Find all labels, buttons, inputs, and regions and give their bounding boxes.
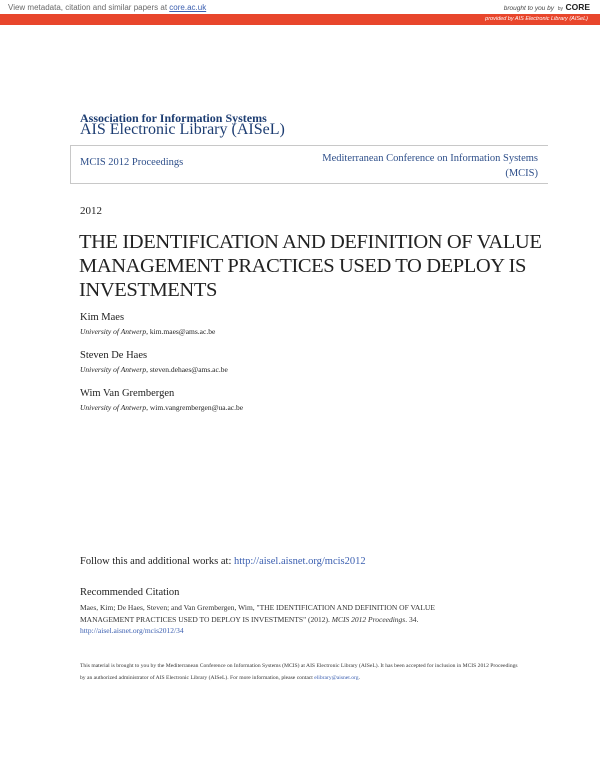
core-metadata-text: View metadata, citation and similar papers at [8, 3, 170, 12]
author-name: Steven De Haes [80, 350, 148, 361]
author-name: Kim Maes [80, 312, 125, 323]
provided-by-text[interactable]: provided by AIS Electronic Library (AISeL) [485, 16, 588, 22]
proceedings-link[interactable]: MCIS 2012 Proceedings [80, 157, 184, 168]
author-email: , steven.dehaes@ams.ac.be [146, 365, 228, 374]
core-logo-text: CORE [565, 2, 590, 12]
core-banner [0, 0, 600, 14]
brought-by-text: brought to you by [503, 5, 554, 12]
footer-text: This material is brought to you by the Mediterranean Conference on Information Systems (MCIS) at AIS Electronic Library (AISeL). It has been accepted for inclusion in MCIS 2012 Proceedings by an authorized administrator of AIS Electronic Library (AISeL). For more information, please contact [80, 663, 518, 681]
library-name[interactable]: AIS Electronic Library (AISeL) [80, 121, 285, 138]
citation-link[interactable]: http://aisel.aisnet.org/mcis2012/34 [80, 626, 184, 635]
header-divider-top [70, 145, 548, 146]
header-divider-bottom [70, 183, 548, 184]
citation-text: Maes, Kim; De Haes, Steven; and Van Grembergen, Wim, "THE IDENTIFICATION AND DEFINITION OF VALUE MANAGEMENT PRACTICES USED TO DEPLOY IS INVESTMENTS" (2012). [80, 603, 435, 624]
footer-notice [80, 660, 520, 684]
core-link[interactable]: core.ac.uk [169, 3, 207, 12]
follow-link[interactable]: http://aisel.aisnet.org/mcis2012 [234, 556, 366, 567]
core-provider-strip [0, 14, 600, 25]
author-university: University of Antwerp [80, 365, 147, 374]
follow-text: Follow this and additional works at: [80, 556, 234, 567]
core-brand [504, 2, 590, 12]
publication-year: 2012 [80, 205, 102, 217]
conference-line-2: (MCIS) [505, 168, 538, 179]
author-affiliation [80, 365, 228, 374]
author-university: University of Antwerp [80, 327, 147, 336]
author-email: , wim.vangrembergen@ua.ac.be [146, 403, 244, 412]
follow-notice [80, 556, 366, 567]
header-divider-left [70, 145, 71, 183]
footer-end: . [358, 675, 361, 681]
core-metadata-notice [8, 3, 206, 12]
author-affiliation [80, 403, 243, 412]
author-name: Wim Van Grembergen [80, 388, 175, 399]
citation-journal: MCIS 2012 Proceedings [331, 614, 406, 624]
author-email: , kim.maes@ams.ac.be [146, 327, 216, 336]
association-name[interactable]: Association for Information Systems [80, 111, 267, 125]
citation-suffix: . 34. [405, 614, 419, 624]
core-logo[interactable] [558, 2, 590, 12]
recommended-citation-text [80, 602, 480, 637]
contact-email-link[interactable]: elibrary@aisnet.org [314, 675, 359, 681]
core-logo-small: by [557, 6, 564, 12]
author-university: University of Antwerp [80, 403, 147, 412]
recommended-citation-heading: Recommended Citation [80, 587, 180, 598]
conference-line-1: Mediterranean Conference on Information Systems [322, 153, 538, 164]
conference-link[interactable] [268, 151, 538, 181]
paper-title: THE IDENTIFICATION AND DEFINITION OF VALUE MANAGEMENT PRACTICES USED TO DEPLOY IS INVESTMENTS [79, 231, 542, 301]
author-affiliation [80, 327, 215, 336]
